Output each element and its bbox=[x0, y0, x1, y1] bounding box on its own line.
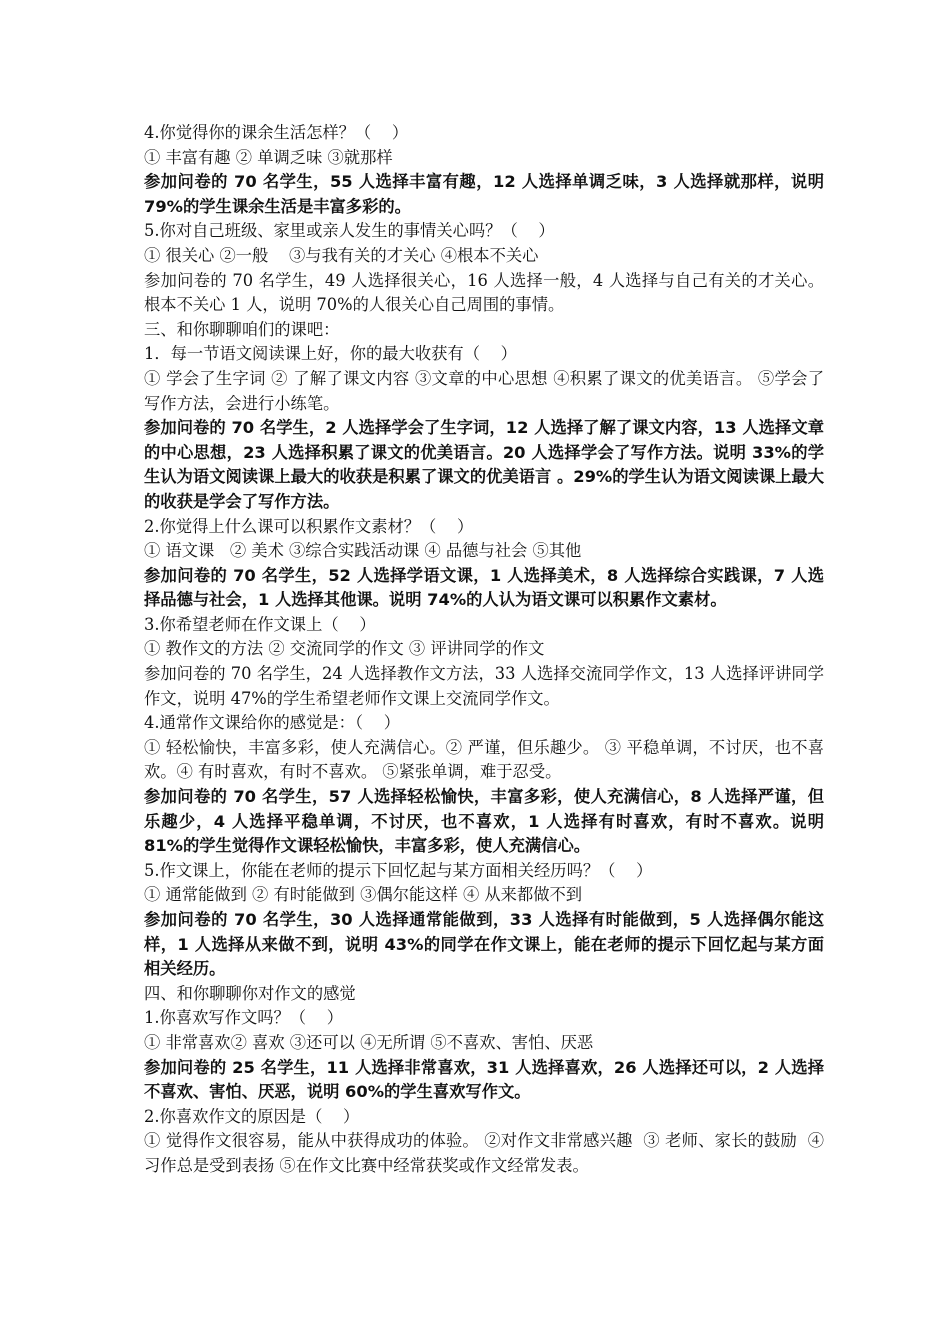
survey-result: 参加问卷的 70 名学生，2 人选择学会了生字词，12 人选择了解了课文内容，13 人选择文章的中心思想，23 人选择积累了课文的优美语言。20 人选择学会了写作方法。说明 33%的学生认为语文阅读课上最大的收获是积累了课文的优美语言 。29%的学生认为语文阅读课上最大的收获是学会了写作方法。 bbox=[144, 418, 824, 511]
survey-result: 参加问卷的 70 名学生，24 人选择教作文方法，33 人选择交流同学作文，13 人选择评讲同学作文，说明 47%的学生希望老师作文课上交流同学作文。 bbox=[144, 664, 824, 708]
survey-result: 参加问卷的 70 名学生，52 人选择学语文课，1 人选择美术，8 人选择综合实践课，7 人选择品德与社会，1 人选择其他课。说明 74%的人认为语文课可以积累作文素材。 bbox=[144, 565, 824, 610]
question-heading: 3.你希望老师在作文课上（ ） bbox=[144, 614, 376, 634]
question-heading: 1.你喜欢写作文吗？（ ） bbox=[144, 1008, 344, 1028]
question-heading: 4.你觉得你的课余生活怎样？（ ） bbox=[144, 123, 409, 142]
answer-options: ① 通常能做到 ② 有时能做到 ③偶尔能这样 ④ 从来都做不到 bbox=[144, 885, 583, 905]
survey-result: 参加问卷的 70 名学生，55 人选择丰富有趣，12 人选择单调乏味，3 人选择就那样，说明 79%的学生课余生活是丰富多彩的。 bbox=[144, 172, 830, 216]
answer-options: ① 丰富有趣 ② 单调乏味 ③就那样 bbox=[144, 147, 393, 167]
document-page bbox=[144, 121, 830, 1179]
survey-result: 参加问卷的 70 名学生，57 人选择轻松愉快，丰富多彩，使人充满信心，8 人选择严谨，但乐趣少，4 人选择平稳单调，不讨厌，也不喜欢，1 人选择有时喜欢，有时不喜欢。说明 81%的学生觉得作文课轻松愉快，丰富多彩，使人充满信心。 bbox=[144, 787, 830, 856]
survey-result: 参加问卷的 70 名学生，30 人选择通常能做到，33 人选择有时能做到，5 人选择偶尔能这样，1 人选择从来做不到，说明 43%的同学在作文课上，能在老师的提示下回忆起与某方面相关经历。 bbox=[144, 910, 824, 979]
answer-options: ① 语文课 ② 美术 ③综合实践活动课 ④ 品德与社会 ⑤其他 bbox=[144, 541, 582, 561]
survey-result: 参加问卷的 70 名学生，49 人选择很关心，16 人选择一般，4 人选择与自己有关的才关心。根本不关心 1 人，说明 70%的人很关心自己周围的事情。 bbox=[144, 270, 824, 315]
question-heading: 2.你觉得上什么课可以积累作文素材？（ ） bbox=[144, 516, 474, 536]
question-heading: 5.你对自己班级、家里或亲人发生的事情关心吗？（ ） bbox=[144, 221, 555, 241]
answer-options: ① 学会了生字词 ② 了解了课文内容 ③文章的中心思想 ④积累了课文的优美语言。 ⑤学会了写作方法，会进行小练笔。 bbox=[144, 368, 824, 413]
answer-options: ① 教作文的方法 ② 交流同学的作文 ③ 评讲同学的作文 bbox=[144, 639, 545, 659]
section-heading: 四、和你聊聊你对作文的感觉 bbox=[144, 983, 356, 1003]
question-heading: 4.通常作文课给你的感觉是：（ ） bbox=[144, 713, 401, 733]
survey-result: 参加问卷的 25 名学生，11 人选择非常喜欢，31 人选择喜欢，26 人选择还可以，2 人选择不喜欢、害怕、厌恶，说明 60%的学生喜欢写作文。 bbox=[144, 1057, 824, 1102]
question-heading: 1．每一节语文阅读课上好，你的最大收获有（ ） bbox=[144, 344, 517, 364]
section-heading: 三、和你聊聊咱们的课吧： bbox=[144, 319, 340, 339]
answer-options: ① 非常喜欢② 喜欢 ③还可以 ④无所谓 ⑤不喜欢、害怕、厌恶 bbox=[144, 1032, 594, 1052]
answer-options: ① 轻松愉快，丰富多彩，使人充满信心。② 严谨，但乐趣少。 ③ 平稳单调，不讨厌，也不喜欢。④ 有时喜欢，有时不喜欢。 ⑤紧张单调，难于忍受。 bbox=[144, 737, 824, 782]
question-heading: 2.你喜欢作文的原因是（ ） bbox=[144, 1106, 360, 1126]
answer-options: ① 觉得作文很容易，能从中获得成功的体验。 ②对作文非常感兴趣 ③ 老师、家长的鼓励 ④习作总是受到表扬 ⑤在作文比赛中经常获奖或作文经常发表。 bbox=[144, 1131, 824, 1175]
answer-options: ① 很关心 ②一般 ③与我有关的才关心 ④根本不关心 bbox=[144, 245, 539, 265]
question-heading: 5.作文课上，你能在老师的提示下回忆起与某方面相关经历吗？（ ） bbox=[144, 860, 653, 880]
